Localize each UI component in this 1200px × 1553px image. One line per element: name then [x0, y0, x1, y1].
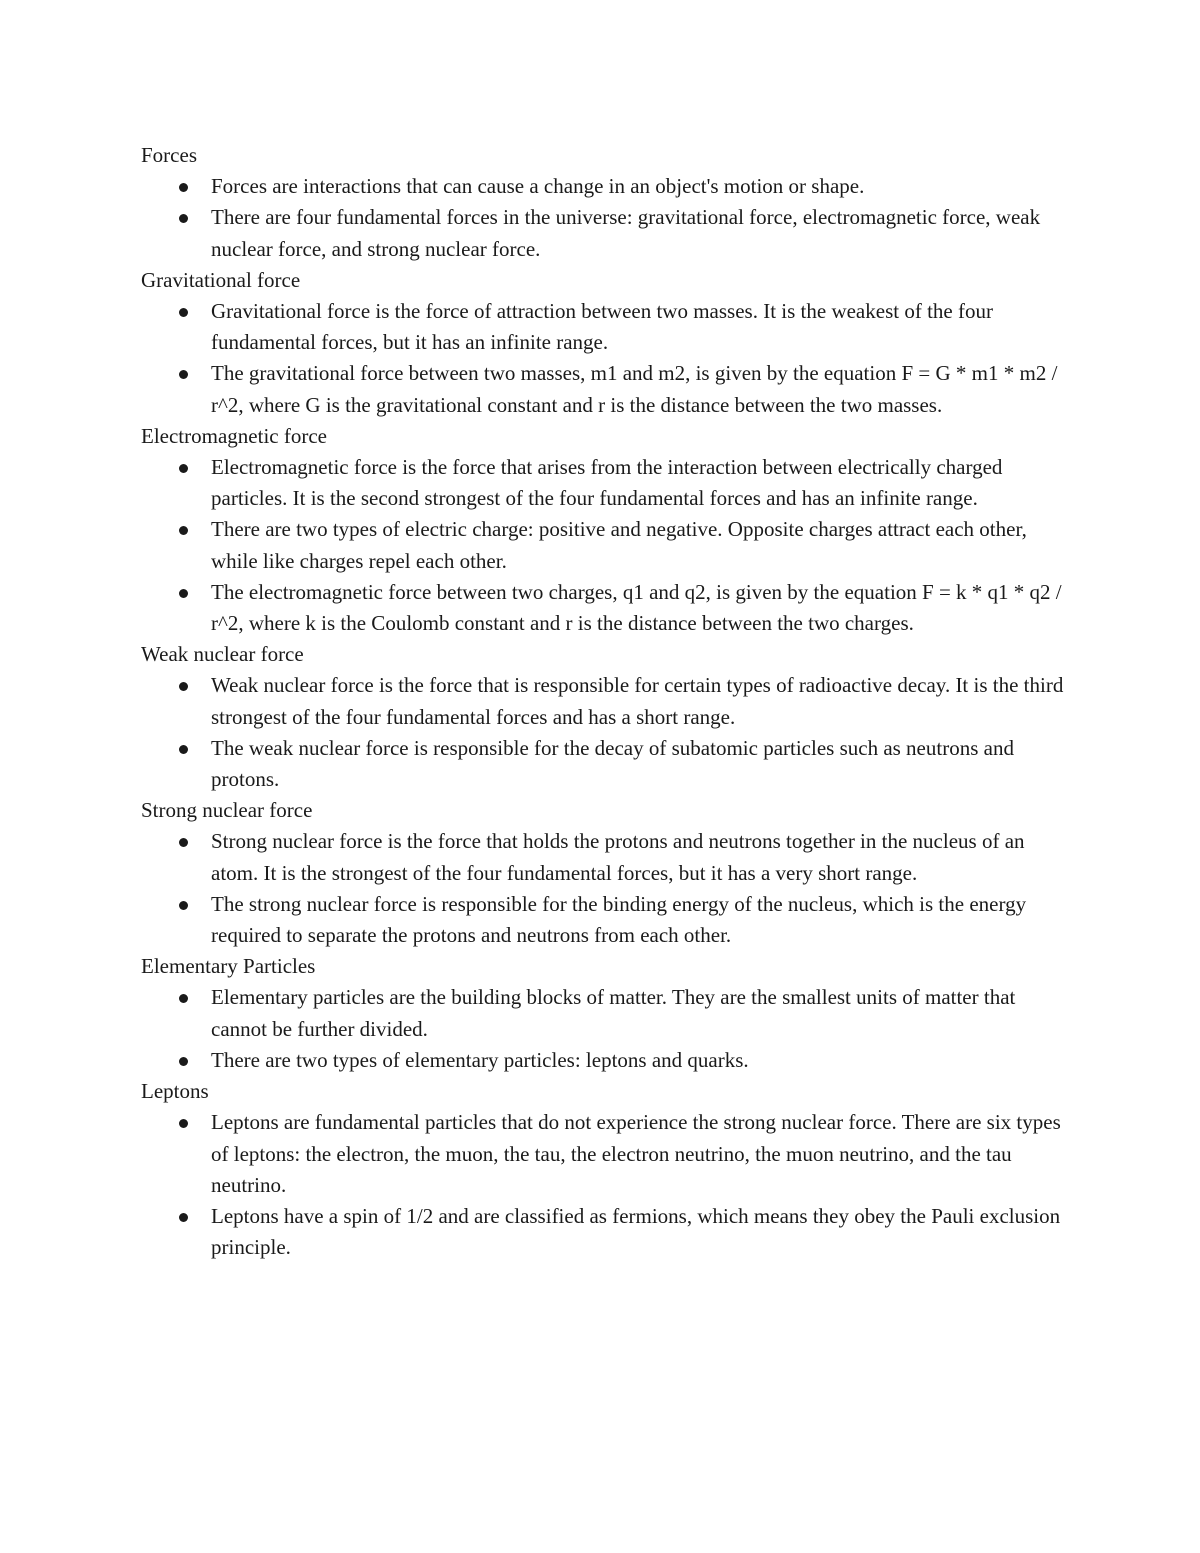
list-item-text: Strong nuclear force is the force that holds the protons and neutrons together in the nucleus of an atom. It is the strongest of the four fundamental forces, but it has a very short range.: [211, 829, 1025, 885]
bullet-icon: [179, 464, 188, 473]
list-item-text: Elementary particles are the building blocks of matter. They are the smallest units of matter that cannot be further divided.: [211, 985, 1016, 1041]
list-item-text: The gravitational force between two masses, m1 and m2, is given by the equation F = G * m1 * m2 / r^2, where G is the gravitational constant and r is the distance between the two masses.: [211, 361, 1058, 417]
bullet-list: [141, 171, 1071, 265]
list-item: [211, 171, 1071, 202]
section-forces: [141, 140, 1071, 265]
bullet-list: [141, 670, 1071, 795]
bullet-icon: [179, 682, 188, 691]
list-item-text: There are four fundamental forces in the universe: gravitational force, electromagnetic force, weak nuclear force, and strong nuclear force.: [211, 205, 1041, 261]
list-item: [211, 982, 1071, 1044]
section-leptons: [141, 1076, 1071, 1263]
list-item: [211, 202, 1071, 264]
list-item-text: Gravitational force is the force of attraction between two masses. It is the weakest of the four fundamental forces, but it has an infinite range.: [211, 299, 993, 355]
document-body: [141, 140, 1071, 1263]
bullet-icon: [179, 370, 188, 379]
list-item: [211, 296, 1071, 358]
bullet-icon: [179, 183, 188, 192]
list-item-text: The strong nuclear force is responsible for the binding energy of the nucleus, which is the energy required to separate the protons and neutrons from each other.: [211, 891, 1027, 948]
bullet-icon: [179, 1213, 188, 1222]
list-item-text: The electromagnetic force between two charges, q1 and q2, is given by the equation F = k * q1 * q2 / r^2, where k is the Coulomb constant and r is the distance between the two charges.: [211, 579, 1062, 636]
bullet-icon: [179, 526, 188, 535]
list-item-text: Weak nuclear force is the force that is responsible for certain types of radioactive decay. It is the third strongest of the four fundamental forces and has a short range.: [211, 673, 1064, 729]
bullet-icon: [179, 214, 188, 223]
list-item: [211, 889, 1071, 951]
bullet-icon: [179, 589, 188, 598]
list-item-text: Electromagnetic force is the force that arises from the interaction between electrically charged particles. It is the second strongest of the four fundamental forces and has an infinite range.: [211, 455, 1003, 511]
list-item: [211, 670, 1071, 732]
list-item: [211, 826, 1071, 888]
list-item: [211, 452, 1071, 514]
bullet-list: [141, 982, 1071, 1076]
list-item: [211, 1201, 1071, 1263]
list-item-text: There are two types of elementary particles: leptons and quarks.: [211, 1047, 749, 1072]
bullet-list: [141, 296, 1071, 421]
section-heading: Strong nuclear force: [141, 798, 313, 823]
bullet-icon: [179, 994, 188, 1003]
bullet-list: [141, 452, 1071, 639]
list-item: [211, 358, 1071, 420]
section-heading: Forces: [141, 143, 197, 167]
list-item-text: Leptons have a spin of 1/2 and are classified as fermions, which means they obey the Pauli exclusion principle.: [211, 1203, 1061, 1260]
section-heading: Weak nuclear force: [141, 642, 304, 667]
list-item-text: There are two types of electric charge: positive and negative. Opposite charges attract each other, while like charges repel each other.: [211, 517, 1027, 573]
section-heading: Elementary Particles: [141, 954, 316, 979]
list-item: [211, 577, 1071, 639]
list-item: [211, 514, 1071, 576]
list-item-text: Forces are interactions that can cause a change in an object's motion or shape.: [211, 174, 865, 199]
bullet-icon: [179, 838, 188, 847]
section-electromagnetic-force: [141, 421, 1071, 639]
section-heading: Leptons: [141, 1079, 209, 1104]
bullet-icon: [179, 308, 188, 317]
list-item-text: Leptons are fundamental particles that do not experience the strong nuclear force. There are six types of leptons: the electron, the muon, the tau, the electron neutrino, the muon neutrino, and the tau neutrino.: [211, 1110, 1061, 1197]
section-elementary-particles: [141, 951, 1071, 1076]
bullet-icon: [179, 1057, 188, 1066]
section-gravitational-force: [141, 265, 1071, 421]
section-heading: Electromagnetic force: [141, 423, 327, 448]
list-item: [211, 733, 1071, 795]
list-item-text: The weak nuclear force is responsible for the decay of subatomic particles such as neutrons and protons.: [211, 735, 1014, 792]
bullet-icon: [179, 901, 188, 910]
bullet-icon: [179, 745, 188, 754]
list-item: [211, 1045, 1071, 1076]
bullet-list: [141, 826, 1071, 951]
section-strong-nuclear-force: [141, 795, 1071, 951]
bullet-list: [141, 1107, 1071, 1263]
bullet-icon: [179, 1119, 188, 1128]
list-item: [211, 1107, 1071, 1201]
section-weak-nuclear-force: [141, 639, 1071, 795]
section-heading: Gravitational force: [141, 267, 301, 292]
